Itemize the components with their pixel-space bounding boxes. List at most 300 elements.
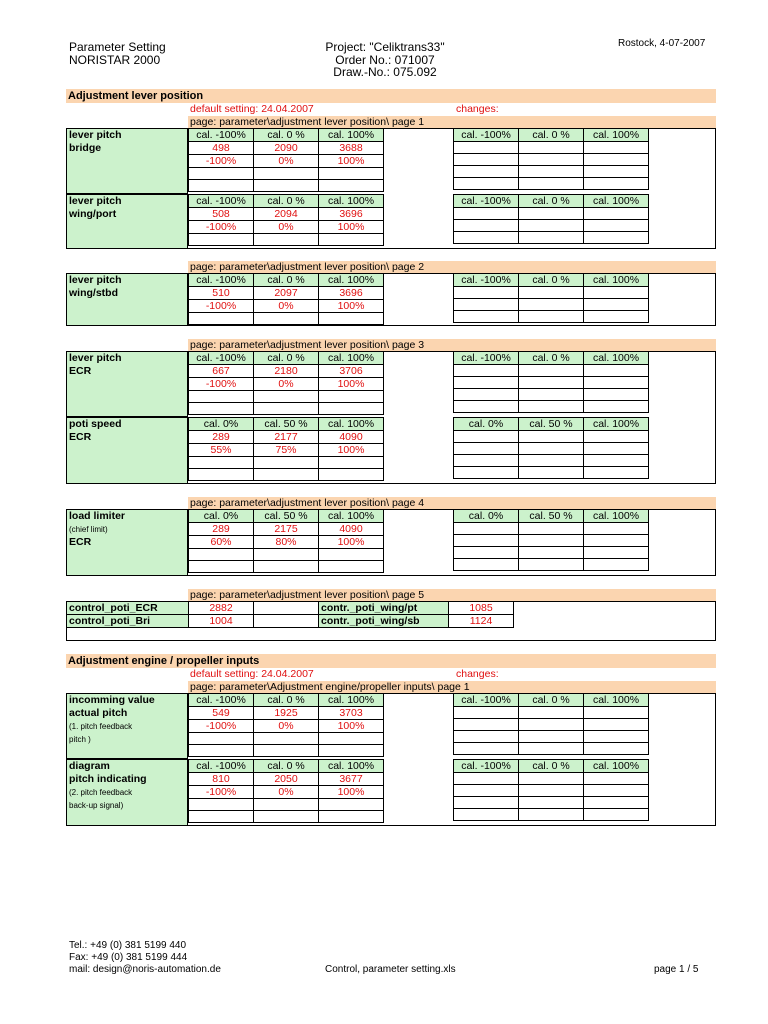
poti-p3: 100%: [319, 444, 384, 457]
ecr-empty: [254, 391, 319, 403]
diagram-ch-hd-2: cal. 0 %: [519, 760, 584, 773]
changes-cell: [584, 287, 649, 299]
wingstbd-empty: [189, 313, 254, 325]
changes-cell: [454, 142, 519, 154]
changes-cell: [584, 785, 649, 797]
changes-cell: [519, 232, 584, 244]
changes-cell: [519, 154, 584, 166]
load-changes-table: [453, 509, 649, 571]
wingport-p3: 100%: [319, 221, 384, 234]
footer-fax: Fax: +49 (0) 381 5199 444: [69, 952, 188, 963]
changes-cell: [519, 208, 584, 220]
incoming-hd-3: cal. 100%: [319, 694, 384, 707]
changes-cell: [584, 365, 649, 377]
project-name: Project: "Celiktrans33": [325, 40, 445, 54]
ecr-p2: 0%: [254, 378, 319, 391]
diagram-hd-2: cal. 0 %: [254, 760, 319, 773]
bridge-v2: 2090: [254, 142, 319, 155]
diagram-ch-hd-1: cal. -100%: [454, 760, 519, 773]
changes-cell: [584, 166, 649, 178]
changes-cell: [584, 455, 649, 467]
changes-cell: [584, 142, 649, 154]
ecr-p3: 100%: [319, 378, 384, 391]
ecr-empty: [189, 403, 254, 415]
wingstbd-v2: 2097: [254, 287, 319, 300]
changes-cell: [519, 707, 584, 719]
changes-cell: [454, 743, 519, 755]
wingport-hd-1: cal. -100%: [189, 195, 254, 208]
changes-cell: [454, 773, 519, 785]
wingport-empty: [254, 234, 319, 246]
changes-cell: [454, 467, 519, 479]
project-info: [300, 41, 470, 79]
changes-cell: [584, 731, 649, 743]
poti-values-table: [188, 417, 384, 481]
changes-cell: [519, 401, 584, 413]
changes-cell: [584, 299, 649, 311]
diagram-label-box: [66, 759, 188, 826]
wingstbd-hd-3: cal. 100%: [319, 274, 384, 287]
poti-hd-3: cal. 100%: [319, 418, 384, 431]
changes-cell: [584, 401, 649, 413]
poti-label1: poti speed: [69, 418, 122, 430]
changes-cell: [454, 299, 519, 311]
poti-ch-hd-2: cal. 50 %: [519, 418, 584, 431]
changes-cell: [454, 523, 519, 535]
bridge-v1: 498: [189, 142, 254, 155]
bridge-p2: 0%: [254, 155, 319, 168]
ecr-hd-1: cal. -100%: [189, 352, 254, 365]
section2-default-setting: default setting: 24.04.2007: [190, 668, 314, 680]
load-p3: 100%: [319, 536, 384, 549]
control-table: [66, 601, 514, 628]
changes-cell: [584, 178, 649, 190]
wingstbd-p2: 0%: [254, 300, 319, 313]
bridge-ch-hd-2: cal. 0 %: [519, 129, 584, 142]
changes-cell: [519, 431, 584, 443]
diagram-v1: 810: [189, 773, 254, 786]
changes-cell: [454, 287, 519, 299]
load-empty: [254, 561, 319, 573]
wingport-ch-hd-3: cal. 100%: [584, 195, 649, 208]
changes-cell: [454, 535, 519, 547]
wingport-v1: 508: [189, 208, 254, 221]
changes-cell: [519, 731, 584, 743]
wingport-hd-3: cal. 100%: [319, 195, 384, 208]
bridge-p1: -100%: [189, 155, 254, 168]
diagram-hd-1: cal. -100%: [189, 760, 254, 773]
bridge-empty: [254, 180, 319, 192]
changes-cell: [584, 220, 649, 232]
bridge-empty: [189, 168, 254, 180]
control-empty: [254, 615, 319, 628]
wingstbd-ch-hd-3: cal. 100%: [584, 274, 649, 287]
diagram-ch-hd-3: cal. 100%: [584, 760, 649, 773]
changes-cell: [519, 797, 584, 809]
changes-cell: [519, 220, 584, 232]
wingstbd-hd-2: cal. 0 %: [254, 274, 319, 287]
incoming-v2: 1925: [254, 707, 319, 720]
ecr-v2: 2180: [254, 365, 319, 378]
changes-cell: [454, 377, 519, 389]
wingport-label2: wing/port: [69, 208, 117, 220]
wingport-hd-2: cal. 0 %: [254, 195, 319, 208]
changes-cell: [454, 389, 519, 401]
footer-page: page 1 / 5: [654, 964, 699, 975]
incoming-p2: 0%: [254, 720, 319, 733]
changes-cell: [584, 232, 649, 244]
wingport-p2: 0%: [254, 221, 319, 234]
page1-band: [188, 116, 716, 128]
load-hd-2: cal. 50 %: [254, 510, 319, 523]
wingstbd-p3: 100%: [319, 300, 384, 313]
diagram-hd-3: cal. 100%: [319, 760, 384, 773]
changes-cell: [519, 377, 584, 389]
incoming-empty: [189, 745, 254, 757]
bridge-hd-3: cal. 100%: [319, 129, 384, 142]
load-label-small: (chief limit): [69, 525, 108, 534]
changes-cell: [454, 431, 519, 443]
incoming-label2: actual pitch: [69, 707, 128, 719]
changes-cell: [454, 401, 519, 413]
section2-title: Adjustment engine / propeller inputs: [68, 655, 260, 667]
diagram-p1: -100%: [189, 786, 254, 799]
changes-cell: [584, 797, 649, 809]
wingstbd-empty: [254, 313, 319, 325]
changes-cell: [519, 311, 584, 323]
changes-cell: [454, 220, 519, 232]
changes-cell: [454, 707, 519, 719]
bridge-label2: bridge: [69, 142, 102, 154]
changes-cell: [519, 719, 584, 731]
section1-changes: changes:: [456, 103, 499, 115]
changes-cell: [454, 208, 519, 220]
changes-cell: [584, 208, 649, 220]
wingport-v2: 2094: [254, 208, 319, 221]
bridge-empty: [189, 180, 254, 192]
diagram-empty: [254, 811, 319, 823]
load-empty: [319, 561, 384, 573]
section2-page1-label: page: parameter\Adjustment engine/propeller inputs\ page 1: [190, 681, 470, 693]
bridge-v3: 3688: [319, 142, 384, 155]
wingport-label-box: [66, 194, 188, 249]
changes-cell: [454, 178, 519, 190]
diagram-empty: [189, 799, 254, 811]
diagram-v2: 2050: [254, 773, 319, 786]
changes-cell: [584, 389, 649, 401]
poti-label-box: [66, 417, 188, 484]
footer-mail: mail: design@noris-automation.de: [69, 964, 221, 975]
incoming-v3: 3703: [319, 707, 384, 720]
changes-cell: [454, 797, 519, 809]
incoming-ch-hd-1: cal. -100%: [454, 694, 519, 707]
wingport-p1: -100%: [189, 221, 254, 234]
changes-cell: [519, 287, 584, 299]
diagram-changes-table: [453, 759, 649, 821]
ecr-values-table: [188, 351, 384, 415]
changes-cell: [584, 535, 649, 547]
wingstbd-label1: lever pitch: [69, 274, 122, 286]
poti-empty: [254, 457, 319, 469]
control-ecr-value: 2882: [189, 602, 254, 615]
order-number: Order No.: 071007: [335, 52, 435, 67]
changes-cell: [519, 443, 584, 455]
page2-band: [188, 261, 716, 273]
diagram-small1: (2. pitch feedback: [69, 788, 133, 797]
wingport-empty: [319, 234, 384, 246]
wingport-ch-hd-2: cal. 0 %: [519, 195, 584, 208]
changes-cell: [519, 547, 584, 559]
poti-v3: 4090: [319, 431, 384, 444]
incoming-v1: 549: [189, 707, 254, 720]
bridge-p3: 100%: [319, 155, 384, 168]
bridge-changes-table: [453, 128, 649, 190]
changes-cell: [519, 743, 584, 755]
load-v3: 4090: [319, 523, 384, 536]
poti-empty: [254, 469, 319, 481]
changes-cell: [584, 443, 649, 455]
changes-cell: [519, 389, 584, 401]
wingstbd-hd-1: cal. -100%: [189, 274, 254, 287]
diagram-values-table: [188, 759, 384, 823]
ecr-ch-hd-2: cal. 0 %: [519, 352, 584, 365]
changes-cell: [584, 773, 649, 785]
load-empty: [319, 549, 384, 561]
diagram-small2: back-up signal): [69, 801, 124, 810]
control-sb-label: contr._poti_wing/sb: [319, 615, 449, 628]
bridge-empty: [254, 168, 319, 180]
load-p2: 80%: [254, 536, 319, 549]
page3-label: page: parameter\adjustment lever position\ page 3: [190, 339, 425, 351]
incoming-values-table: [188, 693, 384, 757]
page5-label: page: parameter\adjustment lever position\ page 5: [190, 589, 425, 601]
bridge-ch-hd-3: cal. 100%: [584, 129, 649, 142]
wingstbd-v1: 510: [189, 287, 254, 300]
ecr-empty: [319, 391, 384, 403]
load-label-box: [66, 509, 188, 576]
changes-cell: [454, 443, 519, 455]
changes-cell: [519, 299, 584, 311]
incoming-ch-hd-3: cal. 100%: [584, 694, 649, 707]
ecr-empty: [319, 403, 384, 415]
ecr-ch-hd-3: cal. 100%: [584, 352, 649, 365]
doc-title-line1: Parameter Setting: [69, 40, 166, 54]
wingport-empty: [189, 234, 254, 246]
section1-default-setting: default setting: 24.04.2007: [190, 103, 314, 115]
changes-cell: [519, 809, 584, 821]
footer-contact: [69, 940, 221, 976]
draw-number: Draw.-No.: 075.092: [333, 65, 437, 79]
ecr-ch-hd-1: cal. -100%: [454, 352, 519, 365]
changes-cell: [584, 377, 649, 389]
diagram-p3: 100%: [319, 786, 384, 799]
ecr-v1: 667: [189, 365, 254, 378]
wingport-changes-table: [453, 194, 649, 244]
poti-p2: 75%: [254, 444, 319, 457]
doc-title-line2: NORISTAR 2000: [69, 52, 161, 67]
diagram-p2: 0%: [254, 786, 319, 799]
changes-cell: [584, 431, 649, 443]
load-hd-1: cal. 0%: [189, 510, 254, 523]
control-pt-value: 1085: [449, 602, 514, 615]
poti-p1: 55%: [189, 444, 254, 457]
control-ecr-label: control_poti_ECR: [67, 602, 189, 615]
poti-ch-hd-1: cal. 0%: [454, 418, 519, 431]
changes-cell: [454, 559, 519, 571]
page1-label: page: parameter\adjustment lever position\ page 1: [190, 116, 425, 128]
bridge-empty: [319, 168, 384, 180]
changes-cell: [519, 166, 584, 178]
incoming-small1: (1. pitch feedback: [69, 722, 133, 731]
changes-cell: [584, 707, 649, 719]
changes-cell: [584, 311, 649, 323]
control-bri-value: 1004: [189, 615, 254, 628]
load-p1: 60%: [189, 536, 254, 549]
poti-hd-2: cal. 50 %: [254, 418, 319, 431]
poti-hd-1: cal. 0%: [189, 418, 254, 431]
wingstbd-changes-table: [453, 273, 649, 323]
bridge-label-box: [66, 128, 188, 194]
incoming-empty: [254, 733, 319, 745]
load-values-table: [188, 509, 384, 573]
control-sb-value: 1124: [449, 615, 514, 628]
poti-label2: ECR: [69, 431, 92, 443]
diagram-empty: [319, 811, 384, 823]
doc-title: [69, 41, 166, 66]
bridge-values-table: [188, 128, 384, 192]
changes-cell: [454, 547, 519, 559]
ecr-hd-3: cal. 100%: [319, 352, 384, 365]
incoming-changes-table: [453, 693, 649, 755]
changes-cell: [454, 785, 519, 797]
wingstbd-empty: [319, 313, 384, 325]
changes-cell: [584, 547, 649, 559]
incoming-empty: [319, 733, 384, 745]
poti-ch-hd-3: cal. 100%: [584, 418, 649, 431]
changes-cell: [519, 559, 584, 571]
changes-cell: [519, 523, 584, 535]
diagram-empty: [254, 799, 319, 811]
changes-cell: [519, 142, 584, 154]
diagram-label1: diagram: [69, 760, 110, 772]
changes-cell: [454, 154, 519, 166]
bridge-empty: [319, 180, 384, 192]
incoming-p1: -100%: [189, 720, 254, 733]
load-ch-hd-2: cal. 50 %: [519, 510, 584, 523]
incoming-empty: [319, 745, 384, 757]
section2-page1-band: [188, 681, 716, 693]
poti-changes-table: [453, 417, 649, 479]
incoming-label-box: [66, 693, 188, 759]
wingport-label1: lever pitch: [69, 195, 122, 207]
changes-cell: [454, 365, 519, 377]
wingstbd-label-box: [66, 273, 188, 326]
page3-band: [188, 339, 716, 351]
load-empty: [189, 549, 254, 561]
incoming-ch-hd-2: cal. 0 %: [519, 694, 584, 707]
wingport-values-table: [188, 194, 384, 246]
ecr-v3: 3706: [319, 365, 384, 378]
changes-cell: [454, 719, 519, 731]
diagram-v3: 3677: [319, 773, 384, 786]
load-ch-hd-3: cal. 100%: [584, 510, 649, 523]
diagram-label2: pitch indicating: [69, 773, 147, 785]
load-empty: [254, 549, 319, 561]
wingstbd-label2: wing/stbd: [69, 287, 118, 299]
bridge-hd-2: cal. 0 %: [254, 129, 319, 142]
changes-cell: [519, 178, 584, 190]
changes-cell: [584, 154, 649, 166]
changes-cell: [584, 559, 649, 571]
changes-cell: [584, 523, 649, 535]
changes-cell: [584, 719, 649, 731]
load-v2: 2175: [254, 523, 319, 536]
diagram-empty: [189, 811, 254, 823]
bridge-label1: lever pitch: [69, 129, 122, 141]
changes-cell: [519, 365, 584, 377]
incoming-empty: [254, 745, 319, 757]
load-hd-3: cal. 100%: [319, 510, 384, 523]
poti-empty: [319, 469, 384, 481]
load-v1: 289: [189, 523, 254, 536]
incoming-hd-2: cal. 0 %: [254, 694, 319, 707]
diagram-empty: [319, 799, 384, 811]
changes-cell: [584, 467, 649, 479]
changes-cell: [454, 311, 519, 323]
changes-cell: [519, 773, 584, 785]
changes-cell: [519, 467, 584, 479]
load-ch-hd-1: cal. 0%: [454, 510, 519, 523]
incoming-empty: [189, 733, 254, 745]
changes-cell: [454, 232, 519, 244]
ecr-p1: -100%: [189, 378, 254, 391]
incoming-label1: incomming value: [69, 694, 155, 706]
page2-label: page: parameter\adjustment lever position\ page 2: [190, 261, 425, 273]
doc-date: Rostock, 4-07-2007: [618, 38, 706, 49]
footer-filename: Control, parameter setting.xls: [325, 964, 456, 975]
changes-cell: [454, 166, 519, 178]
wingstbd-values-table: [188, 273, 384, 325]
control-empty: [254, 602, 319, 615]
bridge-hd-1: cal. -100%: [189, 129, 254, 142]
page5-band: [188, 589, 716, 601]
poti-empty: [189, 469, 254, 481]
wingport-ch-hd-1: cal. -100%: [454, 195, 519, 208]
section1-title: Adjustment lever position: [68, 90, 204, 102]
changes-cell: [454, 809, 519, 821]
incoming-small2: pitch ): [69, 735, 91, 744]
footer-tel: Tel.: +49 (0) 381 5199 440: [69, 940, 187, 951]
wingstbd-p1: -100%: [189, 300, 254, 313]
bridge-ch-hd-1: cal. -100%: [454, 129, 519, 142]
page4-band: [188, 497, 716, 509]
control-bri-label: control_poti_Bri: [67, 615, 189, 628]
poti-v1: 289: [189, 431, 254, 444]
incoming-hd-1: cal. -100%: [189, 694, 254, 707]
changes-cell: [519, 785, 584, 797]
page4-label: page: parameter\adjustment lever position\ page 4: [190, 497, 425, 509]
wingstbd-v3: 3696: [319, 287, 384, 300]
incoming-p3: 100%: [319, 720, 384, 733]
ecr-label-box: [66, 351, 188, 417]
changes-cell: [584, 809, 649, 821]
wingstbd-ch-hd-1: cal. -100%: [454, 274, 519, 287]
poti-empty: [319, 457, 384, 469]
changes-cell: [519, 455, 584, 467]
ecr-empty: [254, 403, 319, 415]
wingport-v3: 3696: [319, 208, 384, 221]
wingstbd-ch-hd-2: cal. 0 %: [519, 274, 584, 287]
